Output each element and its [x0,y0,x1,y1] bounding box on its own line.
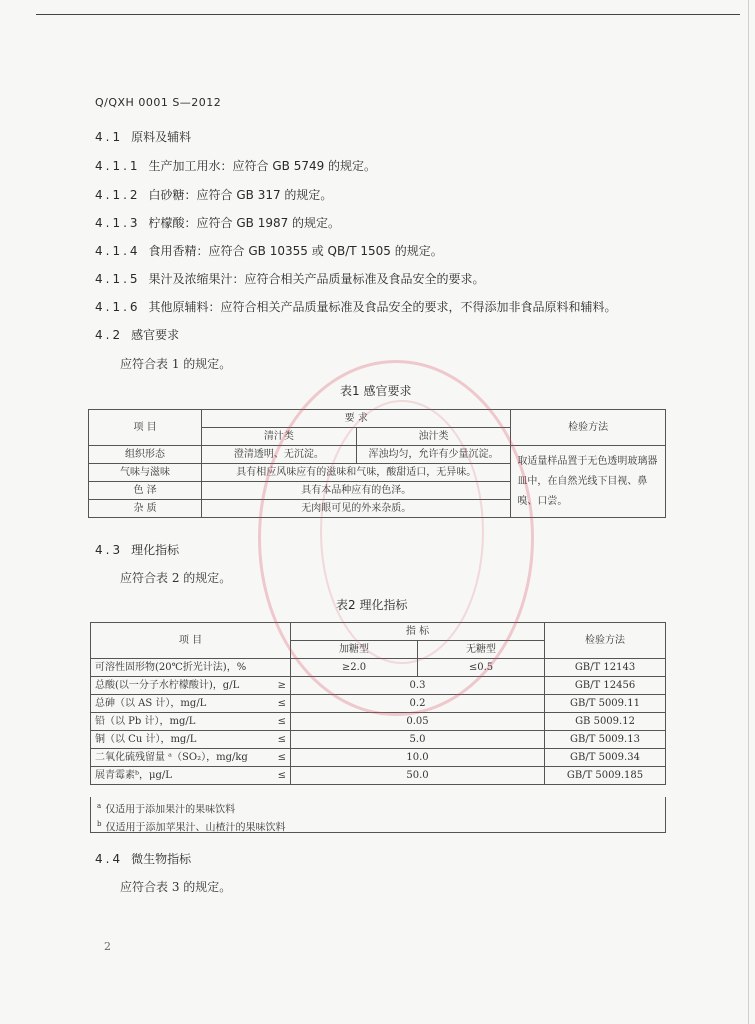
table1-cell-item: 色 泽 [89,482,202,500]
table2-header-index: 指 标 [291,623,545,641]
table2-cell-merged: 5.0 [291,731,545,749]
page-number: 2 [104,940,111,953]
table2-header-item: 项 目 [91,623,291,659]
table2-footnote-b [90,815,666,833]
table2-cell-item: 二氧化硫残留量 ᵃ（SO₂），mg/kg [91,749,255,767]
table1-cell-item: 杂 质 [89,500,202,518]
table2-cell-method: GB/T 12456 [545,677,666,695]
table2-cell-symbol: ≤ [254,749,291,767]
table2-cell-symbol [254,659,291,677]
clause-4-1-1 [95,157,376,174]
clause-text: 白砂糖：应符合 GB 317 的规定。 [148,188,333,202]
section-number: 4.4 [95,852,124,866]
clause-text: 果汁及浓缩果汁：应符合相关产品质量标准及食品安全的要求。 [148,272,485,286]
section-4-1-heading [95,128,191,145]
table2-caption: 表2 理化指标 [336,598,408,612]
section-number: 4.3 [95,543,124,557]
table1-cell-item: 气味与滋味 [89,464,202,482]
page-edge [748,0,749,1024]
table2-cell-symbol: ≤ [254,695,291,713]
table1-cell-item: 组织形态 [89,446,202,464]
standard-code: Q/QXH 0001 S—2012 [95,96,222,109]
table2-cell-symbol: ≥ [254,677,291,695]
table1-cell-cloudy: 浑浊均匀，允许有少量沉淀。 [356,446,511,464]
table1-header-requirement: 要 求 [202,410,511,428]
clause-text: 其他原辅料：应符合相关产品质量标准及食品安全的要求，不得添加非食品原料和辅料。 [148,300,617,314]
clause-number: 4.1.6 [95,300,141,314]
section-4-2-heading [95,326,179,343]
section-number: 4.1 [95,130,124,144]
clause-4-1-5 [95,270,485,287]
sensory-requirements-table [88,409,666,518]
clause-4-1-4 [95,242,443,259]
section-title: 理化指标 [131,543,180,557]
table1-cell-merged: 无肉眼可见的外来杂质。 [202,500,511,518]
table2-cell-item: 可溶性固形物(20℃折光计法)，% [91,659,255,677]
table2-cell-method: GB/T 12143 [545,659,666,677]
table2-header-sugar: 加糖型 [291,641,418,659]
table2-cell-item: 总砷（以 AS 计），mg/L [91,695,255,713]
footnote-mark: a [97,802,102,810]
table2-cell-merged: 10.0 [291,749,545,767]
table2-footnote-a [90,797,666,815]
section-number: 4.2 [95,328,124,342]
footnote-text: 仅适用于添加苹果汁、山楂汁的果味饮料 [105,822,286,834]
table1-header-method: 检验方法 [511,410,666,446]
table1-cell-merged: 具有本品种应有的色泽。 [202,482,511,500]
table2-cell-symbol: ≤ [254,731,291,749]
table2-cell-method: GB/T 5009.185 [545,767,666,785]
clause-number: 4.1.4 [95,244,141,258]
section-4-4-paragraph: 应符合表 3 的规定。 [120,880,232,894]
table1-cell-clear: 澄清透明、无沉淀。 [202,446,357,464]
table2-cell-merged: 0.3 [291,677,545,695]
table2-cell-method: GB/T 5009.34 [545,749,666,767]
clause-text: 生产加工用水：应符合 GB 5749 的规定。 [148,159,377,173]
footnote-mark: b [97,820,102,828]
clause-4-1-2 [95,186,332,203]
footnote-text: 仅适用于添加果汁的果味饮料 [105,804,236,816]
table2-cell-item: 展青霉素ᵇ，μg/L [91,767,255,785]
table2-cell-item: 铜（以 Cu 计），mg/L [91,731,255,749]
clause-number: 4.1.1 [95,159,141,173]
table1-caption: 表1 感官要求 [340,384,412,398]
section-4-2-paragraph: 应符合表 1 的规定。 [120,357,232,371]
clause-number: 4.1.5 [95,272,141,286]
table2-cell-nosugar: ≤0.5 [418,659,545,677]
header-rule [36,14,740,15]
section-4-4-heading [95,850,191,867]
table2-cell-method: GB/T 5009.11 [545,695,666,713]
table2-cell-merged: 0.05 [291,713,545,731]
table2-cell-merged: 0.2 [291,695,545,713]
clause-4-1-6 [95,298,617,315]
table2-cell-sugar: ≥2.0 [291,659,418,677]
table1-header-clear: 清汁类 [202,428,357,446]
section-4-3-paragraph: 应符合表 2 的规定。 [120,571,232,585]
table2-cell-method: GB/T 5009.13 [545,731,666,749]
section-title: 原料及辅料 [131,130,192,144]
section-4-3-heading [95,541,179,558]
section-title: 感官要求 [131,328,180,342]
table2-cell-symbol: ≤ [254,713,291,731]
table2-cell-merged: 50.0 [291,767,545,785]
clause-text: 食用香精：应符合 GB 10355 或 QB/T 1505 的规定。 [148,244,443,258]
table2-header-method: 检验方法 [545,623,666,659]
table1-cell-method: 取适量样品置于无色透明玻璃器皿中，在自然光线下目视、鼻嗅、口尝。 [511,446,666,518]
table1-header-item: 项 目 [89,410,202,446]
table2-cell-item: 总酸(以一分子水柠檬酸计)，g/L [91,677,255,695]
clause-text: 柠檬酸：应符合 GB 1987 的规定。 [148,216,341,230]
table2-header-nosugar: 无糖型 [418,641,545,659]
table2-cell-symbol: ≤ [254,767,291,785]
clause-4-1-3 [95,214,340,231]
table2-cell-method: GB 5009.12 [545,713,666,731]
clause-number: 4.1.2 [95,188,141,202]
table1-cell-merged: 具有相应风味应有的滋味和气味，酸甜适口，无异味。 [202,464,511,482]
section-title: 微生物指标 [131,852,192,866]
table1-header-cloudy: 浊汁类 [356,428,511,446]
clause-number: 4.1.3 [95,216,141,230]
table2-cell-item: 铅（以 Pb 计），mg/L [91,713,255,731]
physicochemical-table [90,622,666,785]
